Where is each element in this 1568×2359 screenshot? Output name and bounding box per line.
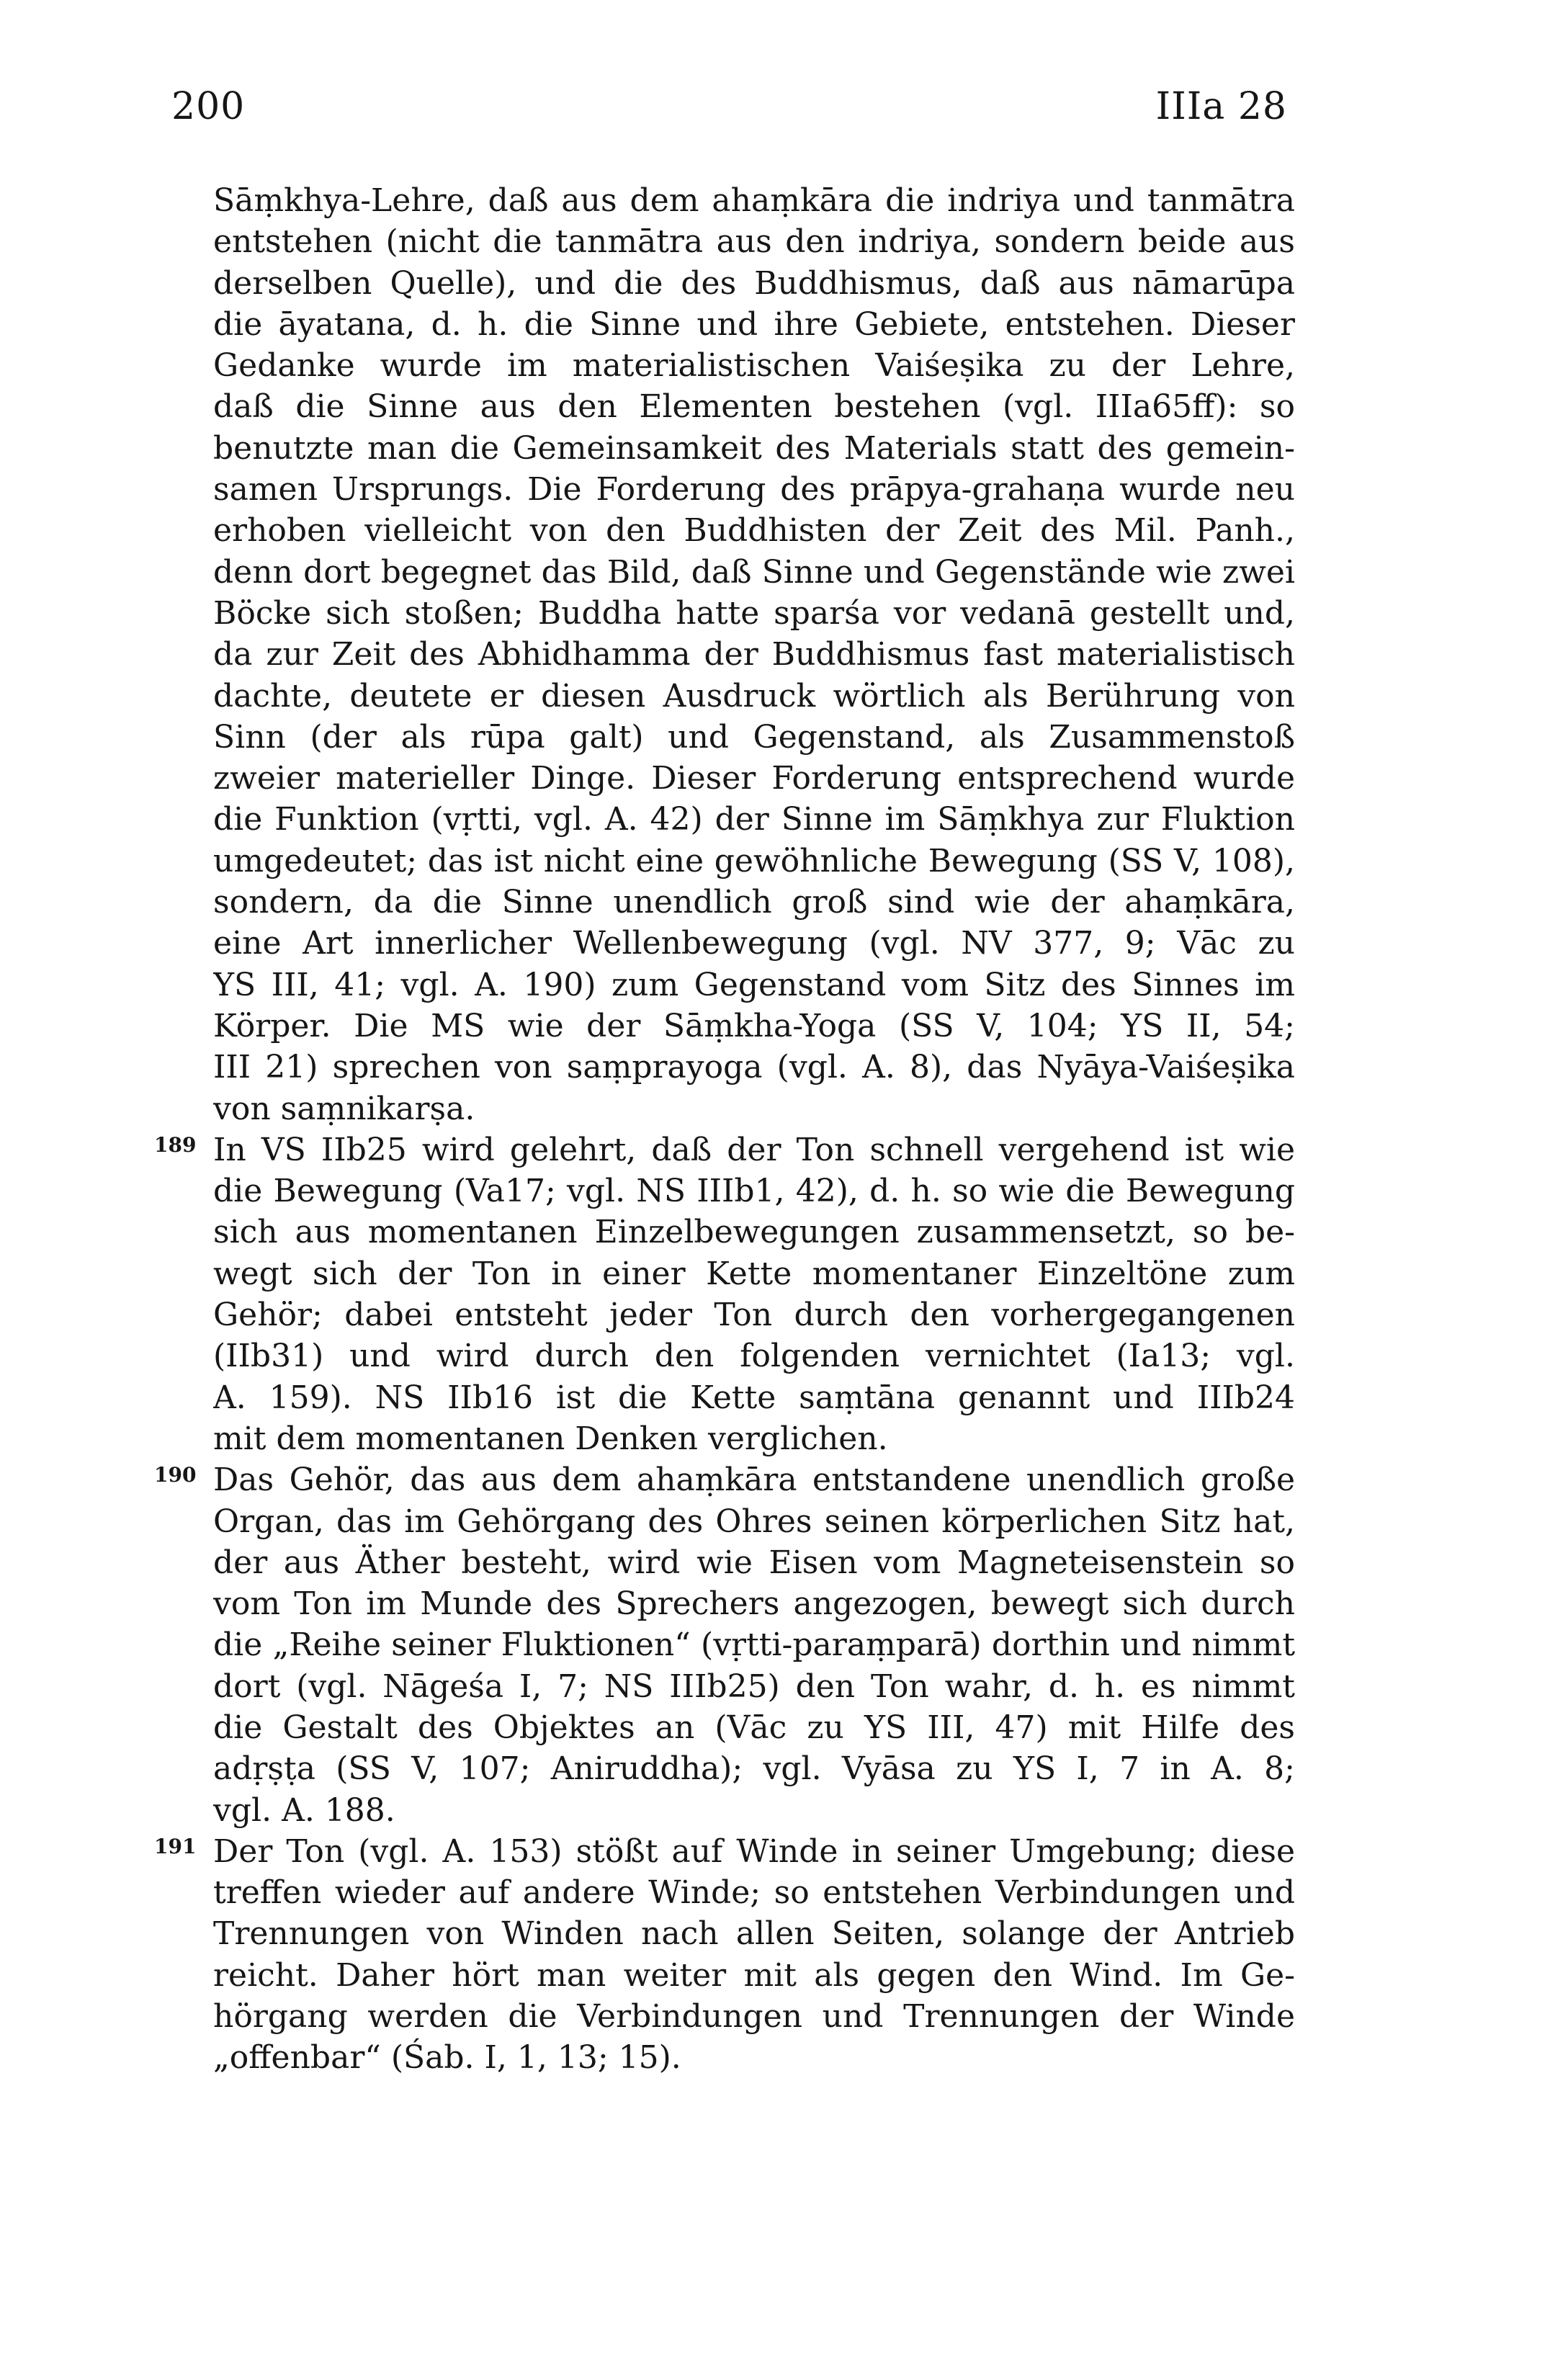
text-line: eine Art innerlicher Wellenbewegung (vgl. NV 377, 9; Vāc zu	[213, 925, 1295, 962]
text-line: erhoben vielleicht von den Buddhisten der Zeit des Mil. Panh.,	[213, 512, 1295, 550]
text-line: der aus Äther besteht, wird wie Eisen vom Magneteisenstein so	[213, 1544, 1295, 1581]
text-line: treffen wieder auf andere Winde; so entstehen Verbindungen und	[213, 1874, 1295, 1912]
text-line: wegt sich der Ton in einer Kette momentaner Einzeltöne zum	[213, 1255, 1295, 1292]
text-line: die āyatana, d. h. die Sinne und ihre Gebiete, entstehen. Dieser	[213, 305, 1295, 343]
section-reference: IIIa 28	[1155, 85, 1287, 128]
text-line: Sinn (der als rūpa galt) und Gegenstand, als Zusammenstoß	[213, 718, 1295, 756]
text-line: zweier materieller Dinge. Dieser Forderung entsprechend wurde	[213, 760, 1295, 797]
text-line: die Funktion (vṛtti, vgl. A. 42) der Sinne im Sāṃkhya zur Fluktion	[213, 801, 1295, 838]
text-line: mit dem momentanen Denken verglichen.	[213, 1420, 888, 1457]
text-line: samen Ursprungs. Die Forderung des prāpya-grahaṇa wurde neu	[213, 471, 1295, 509]
text-line: Organ, das im Gehörgang des Ohres seinen körperlichen Sitz hat,	[213, 1503, 1295, 1540]
text-line: sondern, da die Sinne unendlich groß sind wie der ahaṃkāra,	[213, 884, 1295, 921]
footnote	[154, 1831, 1295, 2079]
text-line: denn dort begegnet das Bild, daß Sinne und Gegenstände wie zwei	[213, 553, 1295, 591]
text-line: derselben Quelle), und die des Buddhismus, daß aus nāmarūpa	[213, 264, 1295, 302]
text-line: hörgang werden die Verbindungen und Trennungen der Winde	[213, 1998, 1295, 2036]
text-line: (IIb31) und wird durch den folgenden vernichtet (Ia13; vgl.	[213, 1338, 1295, 1375]
text-line: III 21) sprechen von saṃprayoga (vgl. A. 8), das Nyāya-Vaiśeṣika	[213, 1049, 1295, 1086]
footnote-marker: 191	[154, 1834, 197, 1858]
text-line: die Bewegung (Va17; vgl. NS IIIb1, 42), d. h. so wie die Bewegung	[213, 1173, 1295, 1210]
text-line: da zur Zeit des Abhidhamma der Buddhismus fast materialistisch	[213, 636, 1295, 673]
text-line: dachte, deutete er diesen Ausdruck wörtlich als Berührung von	[213, 677, 1295, 715]
continued-note	[213, 180, 1295, 1129]
footnote	[154, 1129, 1295, 1459]
text-line: daß die Sinne aus den Elementen bestehen (vgl. IIIa65ff): so	[213, 388, 1295, 426]
text-line: Körper. Die MS wie der Sāṃkha-Yoga (SS V, 104; YS II, 54;	[213, 1007, 1295, 1044]
text-line: die Gestalt des Objektes an (Vāc zu YS III, 47) mit Hilfe des	[213, 1709, 1295, 1746]
text-line: sich aus momentanen Einzelbewegungen zusammensetzt, so be-	[213, 1214, 1295, 1251]
text-line: Trennungen von Winden nach allen Seiten, solange der Antrieb	[213, 1915, 1295, 1953]
text-line: dort (vgl. Nāgeśa I, 7; NS IIIb25) den Ton wahr, d. h. es nimmt	[213, 1668, 1295, 1705]
text-line: umgedeutet; das ist nicht eine gewöhnliche Bewegung (SS V, 108),	[213, 842, 1295, 879]
text-line: Der Ton (vgl. A. 153) stößt auf Winde in seiner Umgebung; diese	[213, 1832, 1295, 1870]
page-number: 200	[171, 85, 246, 128]
footnote	[154, 1459, 1295, 1831]
text-line: reicht. Daher hört man weiter mit als gegen den Wind. Im Ge-	[213, 1956, 1295, 1994]
text-line: vgl. A. 188.	[213, 1791, 395, 1829]
page-body	[154, 180, 1295, 2079]
text-line: Böcke sich stoßen; Buddha hatte sparśa vor vedanā gestellt und,	[213, 594, 1295, 632]
text-line: YS III, 41; vgl. A. 190) zum Gegenstand vom Sitz des Sinnes im	[213, 966, 1295, 1003]
text-line: Gehör; dabei entsteht jeder Ton durch den vorhergegangenen	[213, 1297, 1295, 1334]
footnote-marker: 189	[154, 1132, 197, 1157]
text-line: „offenbar“ (Śab. I, 1, 13; 15).	[213, 2039, 681, 2077]
text-line: vom Ton im Munde des Sprechers angezogen, bewegt sich durch	[213, 1585, 1295, 1623]
text-line: adṛṣṭa (SS V, 107; Aniruddha); vgl. Vyāsa zu YS I, 7 in A. 8;	[213, 1750, 1295, 1788]
text-line: von saṃnikarṣa.	[213, 1090, 475, 1127]
text-line: die „Reihe seiner Fluktionen“ (vṛtti-paraṃparā) dorthin und nimmt	[213, 1626, 1295, 1664]
footnote-marker: 190	[154, 1463, 197, 1487]
text-line: Das Gehör, das aus dem ahaṃkāra entstandene unendlich große	[213, 1461, 1295, 1499]
text-line: Sāṃkhya-Lehre, daß aus dem ahaṃkāra die indriya und tanmātra	[213, 182, 1295, 219]
text-line: A. 159). NS IIb16 ist die Kette saṃtāna genannt und IIIb24	[213, 1379, 1295, 1416]
text-line: Gedanke wurde im materialistischen Vaiśeṣika zu der Lehre,	[213, 347, 1295, 385]
text-line: In VS IIb25 wird gelehrt, daß der Ton schnell vergehend ist wie	[213, 1131, 1295, 1168]
text-line: benutzte man die Gemeinsamkeit des Materials statt des gemein-	[213, 429, 1295, 467]
text-line: entstehen (nicht die tanmātra aus den indriya, sondern beide aus	[213, 223, 1295, 261]
